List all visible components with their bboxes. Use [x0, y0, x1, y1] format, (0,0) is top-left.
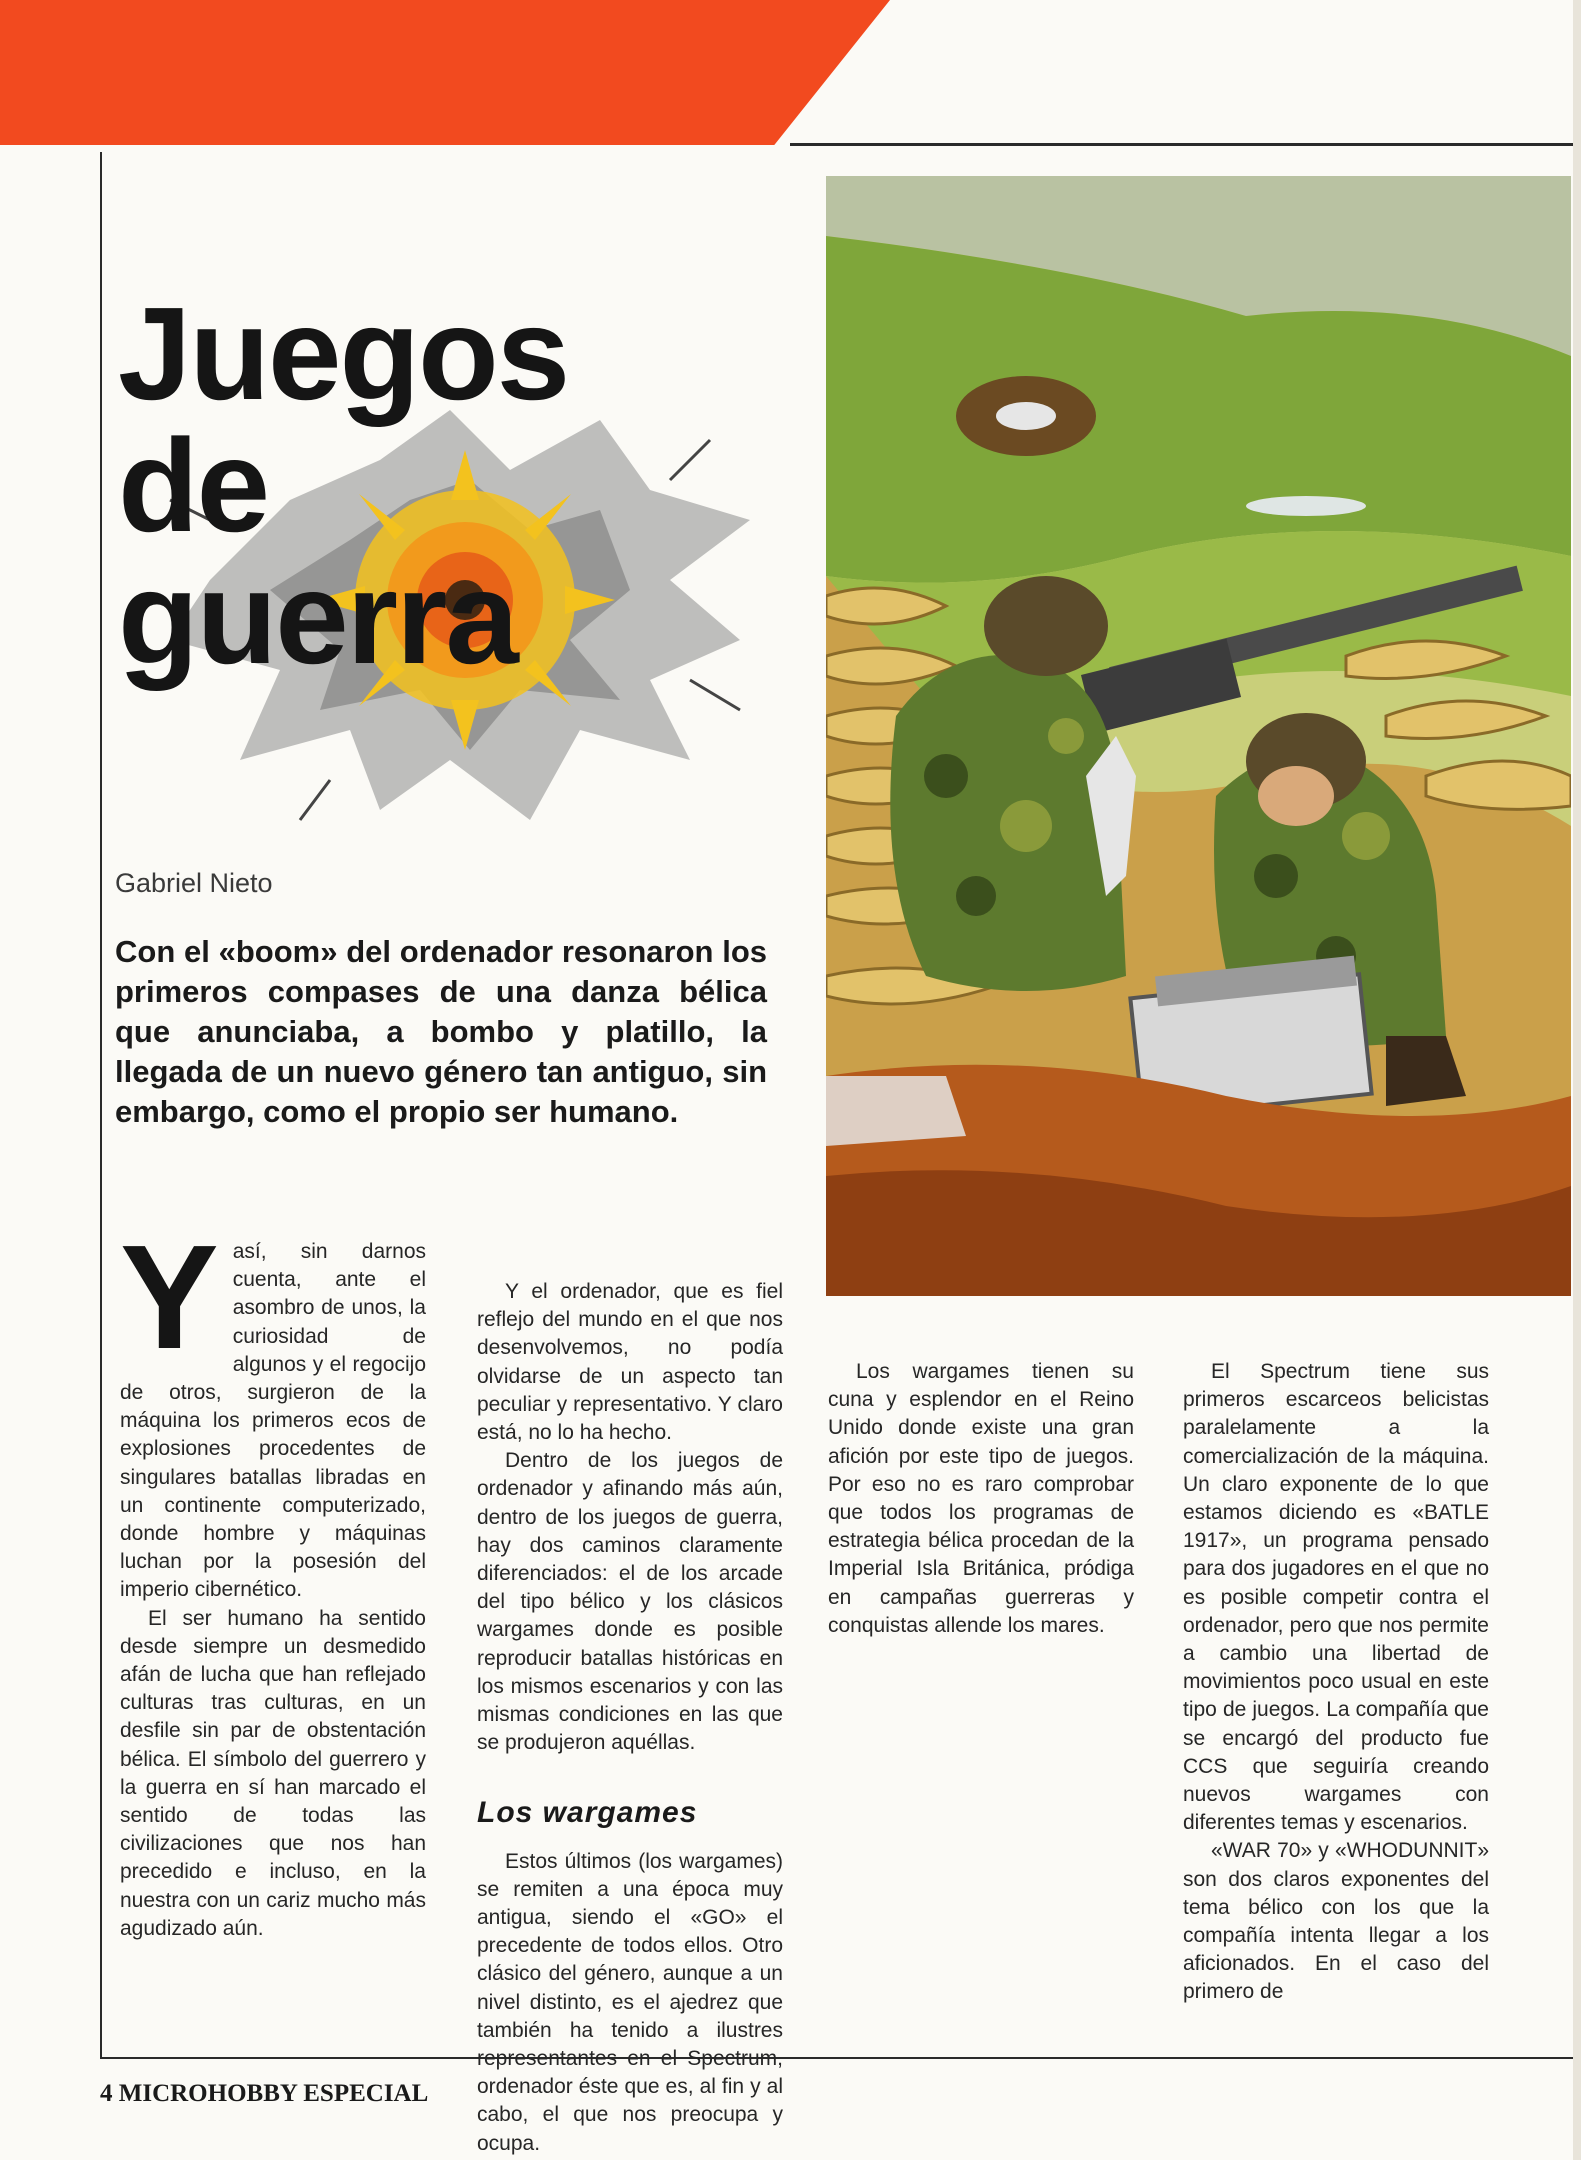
body-paragraph: El ser humano ha sentido desde siempre un desmedido afán de lucha que han reflejado culturas tras culturas, en un desfile sin par de obstentación bélica. El símbolo del guerrero y la guerra en sí han marcado el sentido de todas las civilizaciones que nos han precedido e incluso, en la nuestra con un cariz mucho más agudizado aún.: [120, 1606, 426, 1940]
frame-left-rule: [100, 152, 102, 2057]
body-column-3: [828, 1358, 1134, 1640]
lead-paragraph: Con el «boom» del ordenador resonaron los primeros compases de una danza bélica que anunciaba, a bombo y platillo, la llegada de un nuevo género tan antiguo, sin embargo, como el propio ser humano.: [115, 934, 767, 1129]
title-line-3: guerra: [118, 544, 517, 691]
body-paragraph: El Spectrum tiene sus primeros escarceos belicistas paralelamente a la comercialización de la máquina. Un claro exponente de lo que estamos diciendo es «BATLE 1917», un programa pensado para dos jugadores en el que no es posible competir contra el ordenador, pero que nos permite a cambio una libertad de movimientos poco usual en este tipo de juegos. La compañía que se encargó del producto fue CCS que seguiría creando nuevos wargames con diferentes temas y escenarios.: [1183, 1360, 1489, 1835]
body-paragraph: Y el ordenador, que es fiel reflejo del mundo en el que nos desenvolvemos, no podía olvidarse de un aspecto tan peculiar y representativo. Y claro está, no lo ha hecho.: [477, 1280, 783, 1445]
body-paragraph: Estos últimos (los wargames) se remiten a una época muy antigua, siendo el «GO» el precedente de todos ellos. Otro clásico del género, aunque a un nivel distinto, es el ajedrez que también ha tenido a ilustres representantes en el Spectrum, ordenador éste que es, al fin y al cabo, el que nos preocupa y ocupa.: [477, 1849, 783, 2155]
drop-cap: Y: [120, 1215, 219, 1380]
page-footer: 4 MICROHOBBY ESPECIAL: [100, 2080, 429, 2107]
page-edge-shadow: [1573, 0, 1581, 2160]
section-heading: Los wargames: [477, 1796, 698, 1830]
frame-bottom-rule: [100, 2057, 1581, 2059]
body-paragraph: Dentro de los juegos de ordenador y afinando más aún, dentro de los juegos de guerra, hay dos caminos claramente diferenciados: el de los arcade del tipo bélico y los clásicos wargames donde es posible reproducir batallas históricas en los mismos escenarios y con las mismas condiciones en las que se produjeron aquéllas.: [477, 1449, 783, 1755]
body-paragraph: «WAR 70» y «WHODUNNIT» son dos claros exponentes del tema bélico con los que la compañía intenta llegar a los aficionados. En el caso del primero de: [1183, 1839, 1489, 2004]
body-paragraph: así, sin darnos cuenta, ante el asombro de unos, la curiosidad de algunos y el regocijo de otros, surgieron de la máquina los primeros ecos de explosiones procedentes de singulares batallas libradas en un continente computerizado, donde hombre y máquinas luchan por la posesión del imperio cibernético.: [120, 1240, 426, 1602]
title-line-2: de: [118, 412, 269, 559]
top-rule: [790, 143, 1581, 146]
body-column-1: [120, 1215, 426, 1943]
article-title: [118, 280, 569, 691]
body-column-2: [477, 1278, 783, 2158]
author-byline: Gabriel Nieto: [115, 868, 273, 898]
soldiers-machine-gun-illustration: [826, 176, 1571, 1296]
title-line-1: Juegos: [118, 280, 569, 427]
body-paragraph: Los wargames tienen su cuna y esplendor en el Reino Unido donde existe una gran afición por este tipo de juegos. Por eso no es raro comprobar que todos los programas de estrategia bélica procedan de la Imperial Isla Británica, pródiga en campañas guerreras y conquistas allende los mares.: [828, 1360, 1134, 1637]
header-red-band: [0, 0, 890, 145]
body-column-4: [1183, 1358, 1489, 2007]
